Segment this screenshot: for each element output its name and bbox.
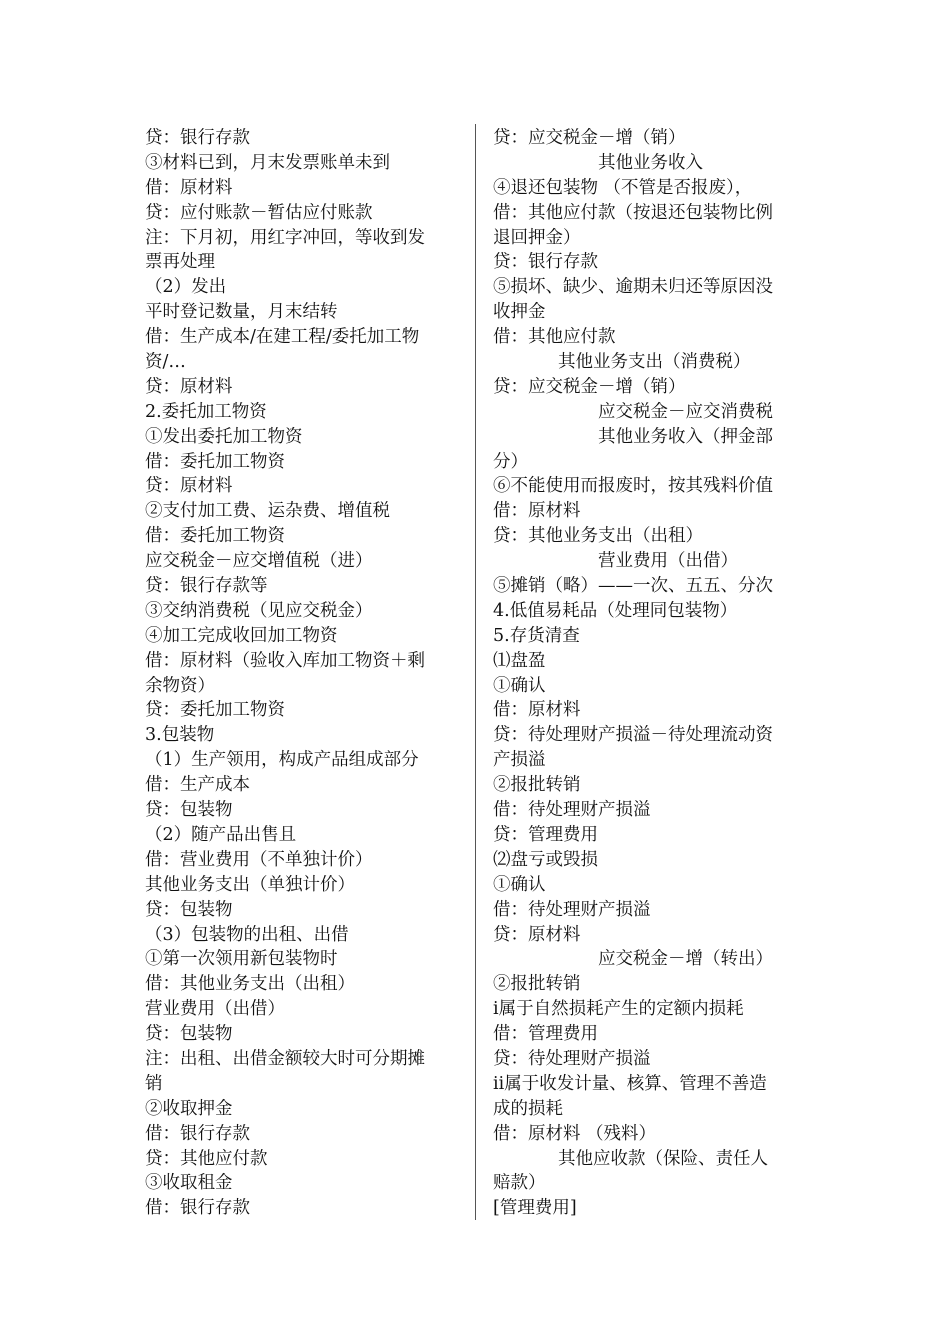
left-column-line: ③交纳消费税（见应交税金） — [145, 600, 373, 621]
left-column-line: 借：原材料 — [145, 177, 233, 198]
right-column-line: 退回押金） — [493, 227, 581, 248]
right-column-line: 应交税金－应交消费税 — [598, 401, 773, 422]
right-column-line: 其他业务支出（消费税） — [558, 352, 751, 373]
right-column-line: 贷：管理费用 — [493, 824, 598, 845]
right-column-line: 贷：应交税金－增（销） — [493, 376, 686, 397]
left-column-line: 贷：包装物 — [145, 1024, 233, 1045]
left-column-line: 贷：应付账款－暂估应付账款 — [145, 202, 373, 223]
right-column-line: 分） — [493, 451, 528, 472]
left-column-line: 借：原材料（验收入库加工物资＋剩 — [145, 650, 425, 671]
left-column-line: 余物资） — [145, 675, 215, 696]
left-column-line: 销 — [145, 1073, 163, 1094]
right-column-line: 借：原材料 （残料） — [493, 1123, 657, 1144]
left-column-line: 借：其他业务支出（出租） — [145, 974, 355, 995]
left-column-line: 注：下月初，用红字冲回，等收到发 — [145, 227, 425, 248]
column-divider — [475, 124, 476, 1220]
left-column-line: 贷：银行存款 — [145, 128, 250, 148]
right-column-line: 借：待处理财产损溢 — [493, 800, 651, 821]
left-column-line: 其他业务支出（单独计价） — [145, 874, 355, 895]
left-column-line: 贷：原材料 — [145, 476, 233, 497]
left-column-line: （2）随产品出售且 — [145, 824, 297, 845]
left-column-line: 资/… — [145, 352, 186, 373]
left-column-line: 借：银行存款 — [145, 1198, 250, 1219]
right-column-line: 产损溢 — [493, 750, 546, 771]
left-column-line: 平时登记数量，月末结转 — [145, 302, 338, 323]
left-column-line: ①第一次领用新包装物时 — [145, 949, 338, 970]
right-column-line: 贷：待处理财产损溢－待处理流动资 — [493, 725, 773, 746]
right-column-line: ⑵盘亏或毁损 — [493, 849, 598, 870]
right-column-line: ①确认 — [493, 874, 546, 895]
left-column-line: 贷：委托加工物资 — [145, 700, 285, 721]
right-column-line: 贷：其他业务支出（出租） — [493, 526, 703, 547]
left-column-line: 贷：包装物 — [145, 800, 233, 821]
left-column-line: ①发出委托加工物资 — [145, 426, 303, 447]
left-column-line: 贷：其他应付款 — [145, 1148, 268, 1169]
left-column — [145, 126, 465, 1221]
right-column-line: 成的损耗 — [493, 1098, 563, 1119]
right-column-line: ②报批转销 — [493, 974, 581, 995]
right-column-line: 贷：应交税金－增（销） — [493, 128, 686, 148]
left-column-line: 3.包装物 — [145, 725, 215, 746]
right-column-line: ⑥不能使用而报废时，按其残料价值 — [493, 476, 773, 497]
left-column-line: 借：银行存款 — [145, 1123, 250, 1144]
right-column-line: 借：其他应付款 — [493, 327, 616, 348]
right-column-line: 营业费用（出借） — [598, 551, 738, 572]
left-column-line: （1）生产领用，构成产品组成部分 — [145, 750, 419, 771]
right-column-line: 4.低值易耗品（处理同包装物） — [493, 600, 738, 621]
left-column-line: （2）发出 — [145, 277, 227, 298]
right-column-line: 其他业务收入 — [598, 152, 703, 173]
right-column — [493, 126, 808, 1221]
left-column-line: 借：营业费用（不单独计价） — [145, 849, 373, 870]
right-column-line: 赔款） — [493, 1173, 546, 1194]
right-column-line: 借：其他应付款（按退还包装物比例 — [493, 202, 773, 223]
left-column-line: ②收取押金 — [145, 1098, 233, 1119]
left-column-line: 借：生产成本 — [145, 775, 250, 796]
right-column-line: 贷：待处理财产损溢 — [493, 1048, 651, 1069]
right-column-line: 5.存货清查 — [493, 625, 580, 646]
right-column-line: 借：待处理财产损溢 — [493, 899, 651, 920]
left-column-line: 贷：包装物 — [145, 899, 233, 920]
right-column-line: [管理费用] — [493, 1198, 577, 1219]
right-column-line: ⅰ属于自然损耗产生的定额内损耗 — [493, 999, 744, 1020]
right-column-line: 借：原材料 — [493, 501, 581, 522]
right-column-line: 贷：原材料 — [493, 924, 581, 945]
right-column-line: 借：原材料 — [493, 700, 581, 721]
left-column-line: 借：生产成本/在建工程/委托加工物 — [145, 327, 420, 348]
right-column-line: ⅱ属于收发计量、核算、管理不善造 — [493, 1073, 767, 1094]
right-column-line: 贷：银行存款 — [493, 252, 598, 273]
right-column-line: 应交税金－增（转出） — [598, 949, 773, 970]
left-column-line: ③收取租金 — [145, 1173, 233, 1194]
left-column-line: ③材料已到，月末发票账单未到 — [145, 152, 390, 173]
left-column-line: （3）包装物的出租、出借 — [145, 924, 349, 945]
right-column-line: 借：管理费用 — [493, 1024, 598, 1045]
right-column-line: ⑤摊销（略）——一次、五五、分次 — [493, 576, 773, 597]
left-column-line: 营业费用（出借） — [145, 999, 285, 1020]
left-column-line: 票再处理 — [145, 252, 215, 273]
left-column-line: 注：出租、出借金额较大时可分期摊 — [145, 1048, 425, 1069]
right-column-line: ②报批转销 — [493, 775, 581, 796]
right-column-line: 收押金 — [493, 302, 546, 323]
right-column-line: ⑴盘盈 — [493, 650, 546, 671]
right-column-line: 其他业务收入（押金部 — [598, 426, 773, 447]
left-column-line: 借：委托加工物资 — [145, 451, 285, 472]
right-column-line: ④退还包装物 （不管是否报废）， — [493, 177, 753, 198]
right-column-line: 其他应收款（保险、责任人 — [558, 1148, 768, 1169]
right-column-line: ⑤损坏、缺少、逾期未归还等原因没 — [493, 277, 773, 298]
left-column-line: 贷：原材料 — [145, 376, 233, 397]
left-column-line: 贷：银行存款等 — [145, 576, 268, 597]
left-column-line: 借：委托加工物资 — [145, 526, 285, 547]
left-column-line: 2.委托加工物资 — [145, 401, 267, 422]
right-column-line: ①确认 — [493, 675, 546, 696]
left-column-line: ④加工完成收回加工物资 — [145, 625, 338, 646]
left-column-line: 应交税金－应交增值税（进） — [145, 551, 373, 572]
left-column-line: ②支付加工费、运杂费、增值税 — [145, 501, 390, 522]
